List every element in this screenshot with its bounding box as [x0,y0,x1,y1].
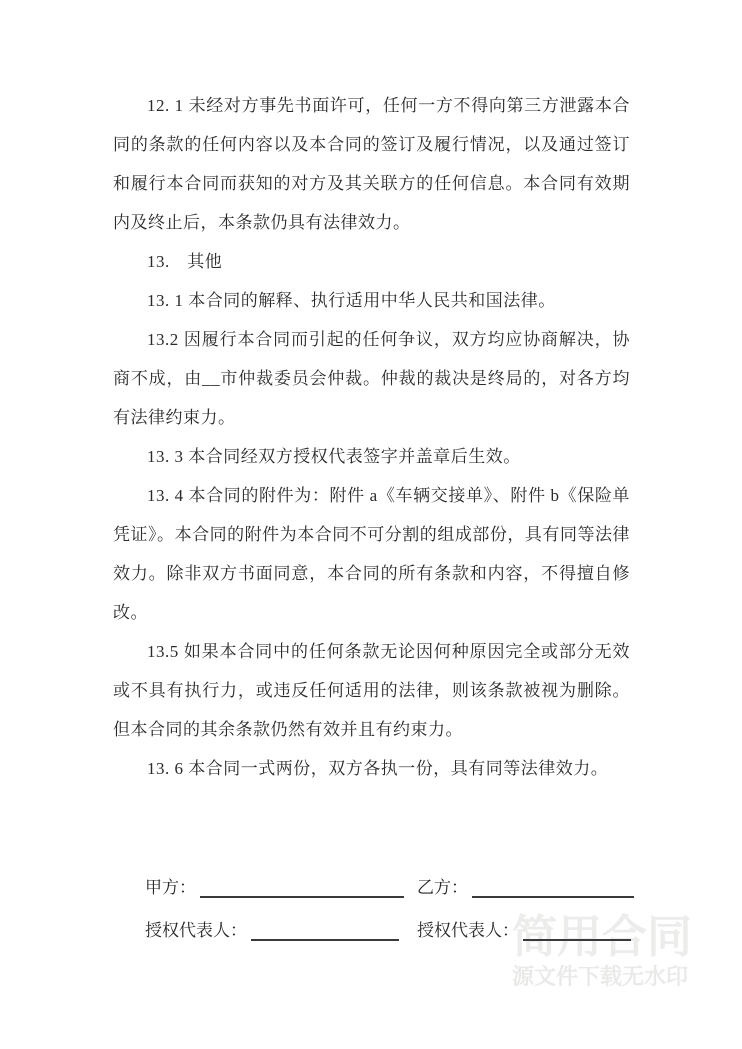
party-a-signature-line[interactable] [200,870,404,898]
clause-13-3: 13. 3 本合同经双方授权代表签字并盖章后生效。 [147,447,521,466]
party-b-label: 乙方： [417,878,468,897]
party-b-cell [417,866,634,909]
party-a-label: 甲方： [145,878,196,897]
signature-row-parties [113,866,653,909]
clause-13-2: 13.2 因履行本合同而引起的任何争议，双方均应协商解决，协商不成，由__市仲裁委员会仲裁。仲裁的裁决是终局的，对各方均有法律约束力。 [113,330,630,427]
rep-a-label: 授权代表人： [145,921,247,940]
clause-13-4: 13. 4 本合同的附件为：附件 a《车辆交接单》、附件 b《保险单凭证》。本合同的附件为本合同不可分割的组成部份，具有同等法律效力。除非双方书面同意，本合同的所有条款和内容，不得擅自修改。 [113,486,630,622]
rep-b-cell [417,909,631,952]
signature-row-representatives [113,909,653,952]
contract-body [113,86,630,788]
rep-a-signature-line[interactable] [251,913,399,941]
rep-b-signature-line[interactable] [523,913,631,941]
watermark-title: 简用合同 [512,912,693,962]
watermark-subtitle: 源文件下载无水印 [512,964,689,989]
clause-13-1: 13. 1 本合同的解释、执行适用中华人民共和国法律。 [147,291,556,310]
clause-13-5: 13.5 如果本合同中的任何条款无论因何种原因完全或部分无效或不具有执行力，或违反任何适用的法律，则该条款被视为删除。但本合同的其余条款仍然有效并且有约束力。 [113,642,630,739]
signature-block [113,866,653,952]
clause-13: 13. 其他 [147,252,223,271]
party-b-signature-line[interactable] [472,870,634,898]
clause-13-6: 13. 6 本合同一式两份，双方各执一份，具有同等法律效力。 [147,759,609,778]
clause-12-1: 12. 1 未经对方事先书面许可，任何一方不得向第三方泄露本合同的条款的任何内容以及本合同的签订及履行情况，以及通过签订和履行本合同而获知的对方及其关联方的任何信息。本合同有效期内及终止后，本条款仍具有法律效力。 [113,96,630,232]
rep-b-label: 授权代表人： [417,921,519,940]
